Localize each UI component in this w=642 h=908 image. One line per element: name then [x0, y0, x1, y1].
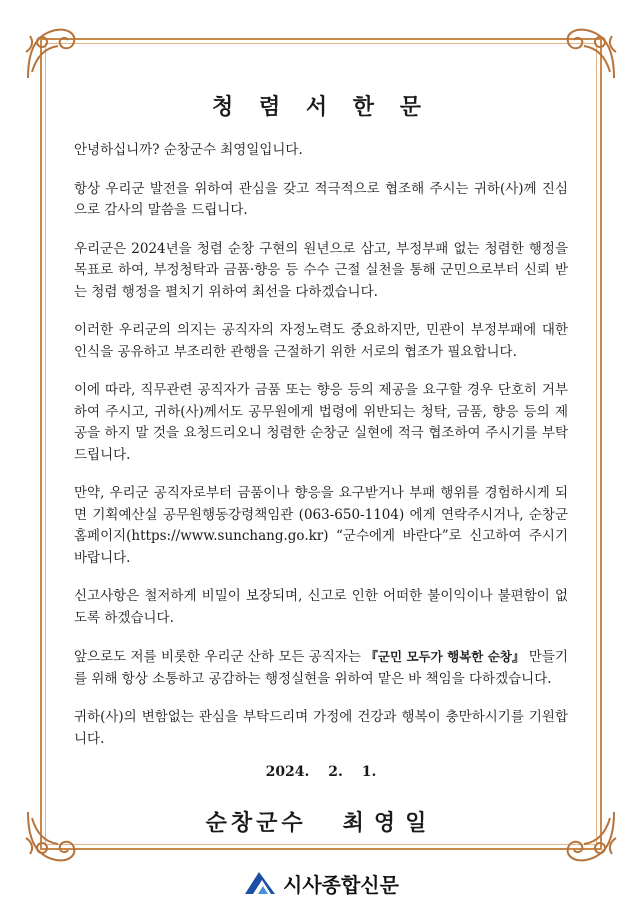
- paragraph-closing: 귀하(사)의 변함없는 관심을 부탁드리며 가정에 건강과 행복이 충만하시기를 기원합니다.: [74, 709, 568, 747]
- commitment-text-after: 만들기를 위해 항상 소통하고 공감하는 행정실현을 위하여 맡은 바 책임을 다하겠습니다.: [74, 649, 568, 687]
- paragraph-thanks: 항상 우리군 발전을 위하여 관심을 갖고 적극적으로 협조해 주시는 귀하(사)께 진심으로 감사의 말씀을 드립니다.: [74, 180, 568, 218]
- letter-title: 청 렴 서 한 문: [212, 95, 430, 120]
- paragraph-commitment: [74, 646, 568, 690]
- signature: [0, 806, 642, 837]
- slogan: 『군민 모두가 행복한 순창』: [365, 649, 525, 664]
- commitment-text-before: 앞으로도 저를 비롯한 우리군 산하 모든 공직자는: [74, 649, 366, 665]
- publisher-logo: [0, 866, 642, 900]
- signature-name: 최영일: [342, 811, 437, 836]
- paragraph-greeting: 안녕하십니까? 순창군수 최영일입니다.: [74, 142, 303, 158]
- paragraph-request: 이에 따라, 직무관련 공직자가 금품 또는 향응 등의 제공을 요구할 경우 단호히 거부하여 주시고, 귀하(사)께서도 공무원에게 법령에 위반되는 청탁, 금품, 향응 등의 제공을 하지 말 것을 요청드리오니 청렴한 순창군 실현에 적극 협조하여 주시기를 부탁드립니다.: [74, 382, 568, 463]
- ornament-corner-icon: [558, 22, 620, 84]
- publisher-name: 시사종합신문: [283, 872, 399, 897]
- paragraph-reporting: 만약, 우리군 공직자로부터 금품이나 향응을 요구받거나 부패 행위를 경험하시게 되면 기획예산실 공무원행동강령책임관 (063-650-1104) 에게 연락주시거나, 순창군 홈페이지(https://www.sunchang.go.kr) “군수에게 바란다”로 신고하여 주시기 바랍니다.: [74, 485, 568, 566]
- letter-body: [74, 140, 568, 767]
- paragraph-cooperation: 이러한 우리군의 의지는 공직자의 자정노력도 중요하지만, 민관이 부정부패에 대한 인식을 공유하고 부조리한 관행을 근절하기 위한 서로의 협조가 필요합니다.: [74, 322, 568, 360]
- ornament-corner-icon: [22, 22, 84, 84]
- paragraph-confidentiality: 신고사항은 철저하게 비밀이 보장되며, 신고로 인한 어떠한 불이익이나 불편함이 없도록 하겠습니다.: [74, 588, 568, 626]
- signature-role: 순창군수: [205, 811, 307, 836]
- letter-date: 2024. 2. 1.: [265, 764, 377, 780]
- paragraph-goal: 우리군은 2024년을 청렴 순창 구현의 원년으로 삼고, 부정부패 없는 청렴한 행정을 목표로 하여, 부정청탁과 금품·향응 등 수수 근절 실천을 통해 군민으로부터 신뢰 받는 청렴 행정을 펼치기 위하여 최선을 다하겠습니다.: [74, 240, 568, 300]
- newspaper-logo-icon: [243, 870, 277, 896]
